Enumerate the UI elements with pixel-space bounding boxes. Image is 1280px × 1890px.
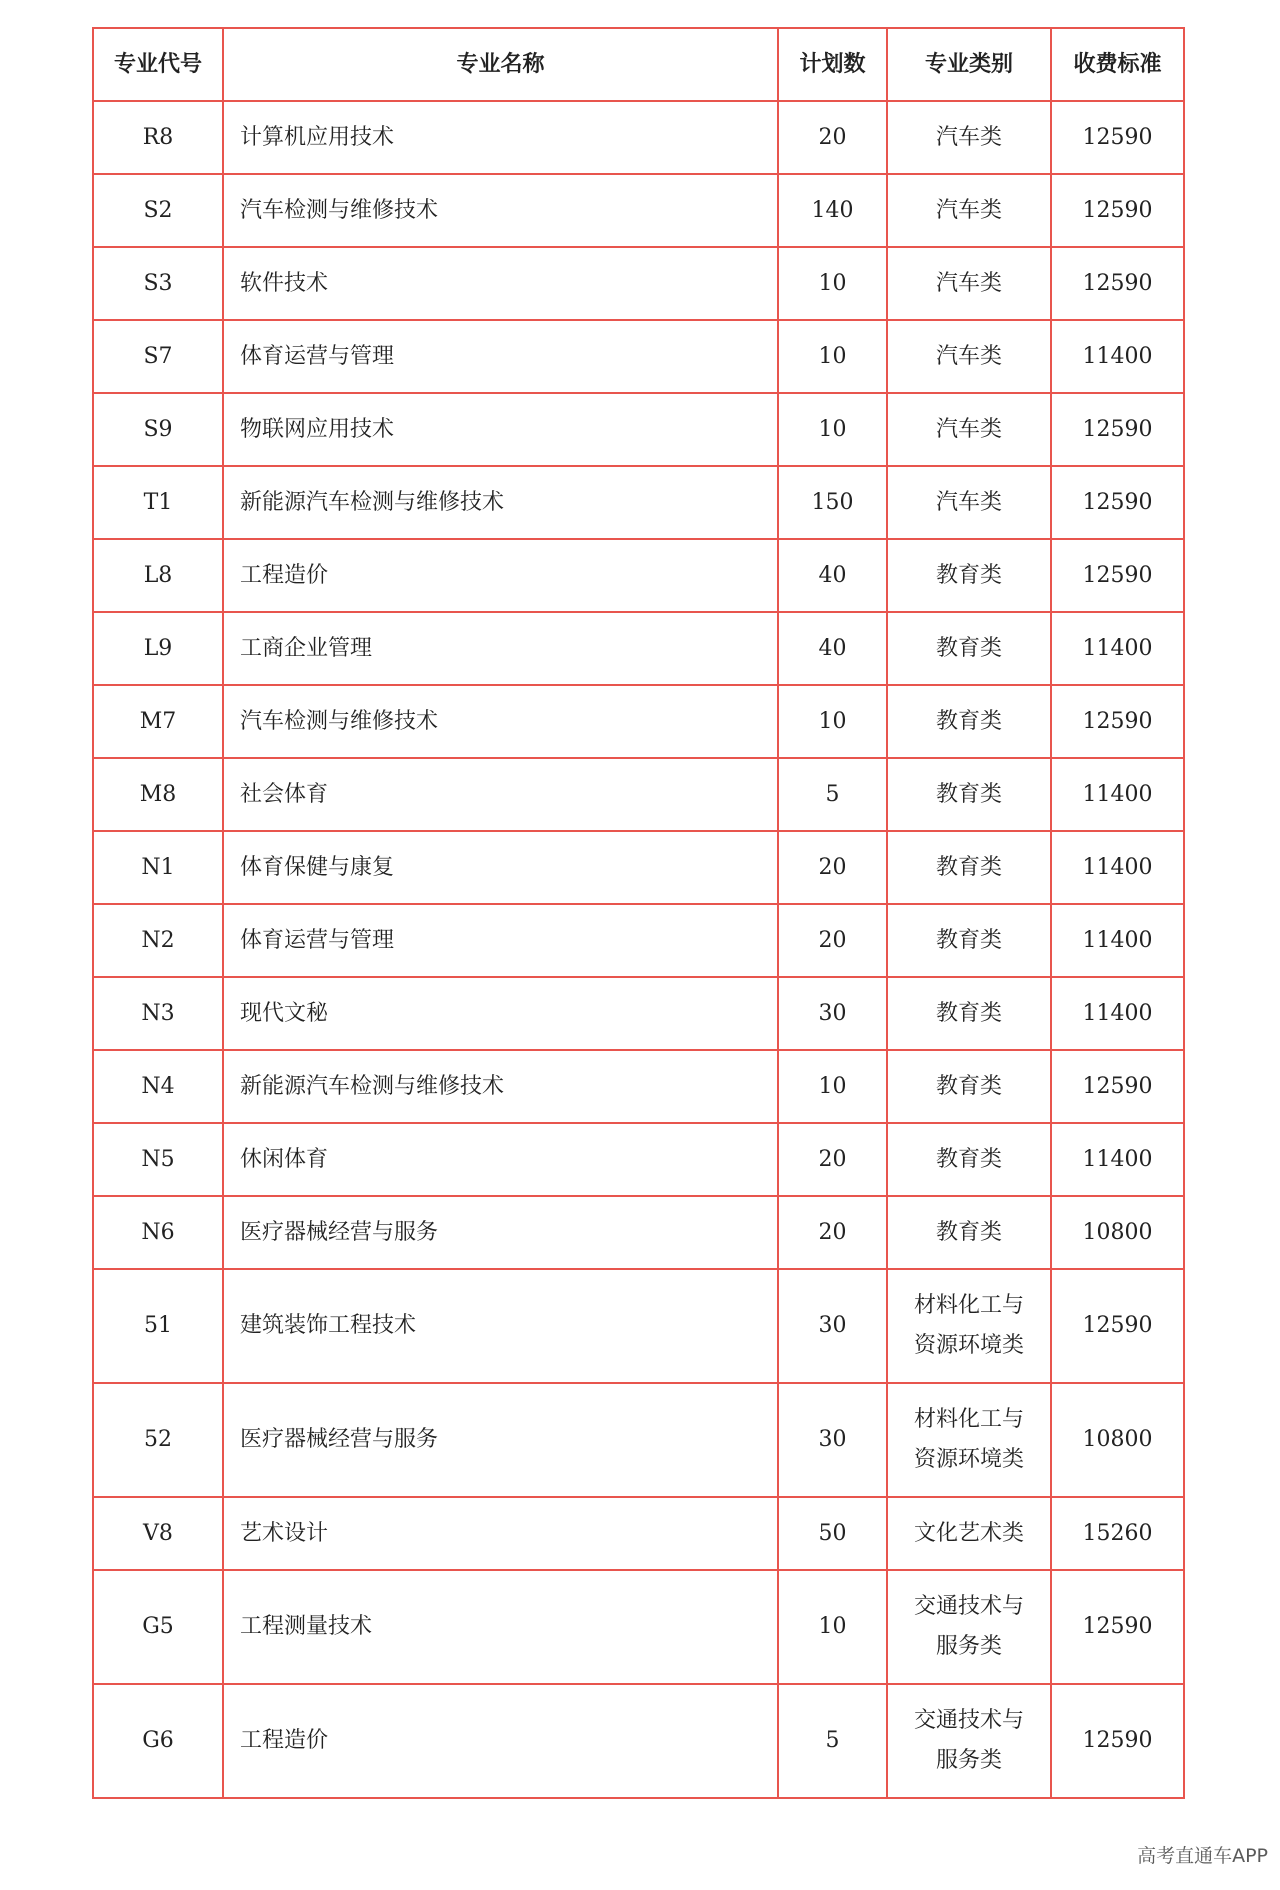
cell-code: G5	[93, 1570, 223, 1684]
cell-category: 教育类	[887, 758, 1051, 831]
cell-major-name: 现代文秘	[223, 977, 778, 1050]
cell-plan-count: 30	[778, 977, 887, 1050]
header-code: 专业代号	[93, 28, 223, 101]
cell-fee: 11400	[1051, 831, 1184, 904]
cell-code: N2	[93, 904, 223, 977]
cell-code: L9	[93, 612, 223, 685]
cell-plan-count: 10	[778, 393, 887, 466]
cell-category: 汽车类	[887, 466, 1051, 539]
table-row	[93, 1497, 1184, 1570]
cell-plan-count: 50	[778, 1497, 887, 1570]
cell-fee: 11400	[1051, 1123, 1184, 1196]
cell-category: 教育类	[887, 831, 1051, 904]
admission-plan-table	[92, 27, 1185, 1799]
cell-major-name: 体育运营与管理	[223, 904, 778, 977]
table-row	[93, 101, 1184, 174]
cell-major-name: 工程造价	[223, 539, 778, 612]
cell-category: 汽车类	[887, 320, 1051, 393]
header-name: 专业名称	[223, 28, 778, 101]
cell-major-name: 软件技术	[223, 247, 778, 320]
table-row	[93, 1684, 1184, 1798]
cell-code: S9	[93, 393, 223, 466]
cell-code: S3	[93, 247, 223, 320]
cell-major-name: 物联网应用技术	[223, 393, 778, 466]
cell-major-name: 艺术设计	[223, 1497, 778, 1570]
table-row	[93, 685, 1184, 758]
cell-fee: 10800	[1051, 1196, 1184, 1269]
cell-category: 教育类	[887, 1123, 1051, 1196]
cell-category: 交通技术与 服务类	[887, 1684, 1051, 1798]
cell-plan-count: 5	[778, 1684, 887, 1798]
cell-fee: 15260	[1051, 1497, 1184, 1570]
cell-code: S2	[93, 174, 223, 247]
cell-fee: 12590	[1051, 247, 1184, 320]
cell-fee: 12590	[1051, 393, 1184, 466]
table-row	[93, 320, 1184, 393]
cell-category: 汽车类	[887, 174, 1051, 247]
cell-code: N3	[93, 977, 223, 1050]
cell-major-name: 工商企业管理	[223, 612, 778, 685]
cell-major-name: 社会体育	[223, 758, 778, 831]
cell-plan-count: 20	[778, 904, 887, 977]
table-row	[93, 539, 1184, 612]
cell-fee: 12590	[1051, 101, 1184, 174]
header-plan: 计划数	[778, 28, 887, 101]
cell-plan-count: 150	[778, 466, 887, 539]
cell-code: G6	[93, 1684, 223, 1798]
cell-fee: 12590	[1051, 539, 1184, 612]
cell-category: 汽车类	[887, 393, 1051, 466]
cell-major-name: 体育运营与管理	[223, 320, 778, 393]
cell-plan-count: 20	[778, 1196, 887, 1269]
cell-fee: 12590	[1051, 466, 1184, 539]
cell-major-name: 工程造价	[223, 1684, 778, 1798]
cell-fee: 12590	[1051, 174, 1184, 247]
cell-code: N1	[93, 831, 223, 904]
cell-code: M7	[93, 685, 223, 758]
cell-fee: 11400	[1051, 758, 1184, 831]
cell-plan-count: 10	[778, 1570, 887, 1684]
cell-plan-count: 30	[778, 1269, 887, 1383]
cell-code: S7	[93, 320, 223, 393]
cell-major-name: 汽车检测与维修技术	[223, 174, 778, 247]
cell-category: 教育类	[887, 539, 1051, 612]
cell-fee: 12590	[1051, 1269, 1184, 1383]
cell-fee: 11400	[1051, 320, 1184, 393]
header-row	[93, 28, 1184, 101]
table-row	[93, 1570, 1184, 1684]
table-row	[93, 977, 1184, 1050]
table-row	[93, 1196, 1184, 1269]
cell-major-name: 体育保健与康复	[223, 831, 778, 904]
cell-category: 教育类	[887, 977, 1051, 1050]
cell-plan-count: 30	[778, 1383, 887, 1497]
cell-code: V8	[93, 1497, 223, 1570]
cell-code: 52	[93, 1383, 223, 1497]
cell-fee: 11400	[1051, 612, 1184, 685]
cell-plan-count: 20	[778, 1123, 887, 1196]
cell-fee: 10800	[1051, 1383, 1184, 1497]
cell-fee: 12590	[1051, 1050, 1184, 1123]
cell-plan-count: 40	[778, 539, 887, 612]
cell-fee: 12590	[1051, 685, 1184, 758]
table-row	[93, 612, 1184, 685]
cell-plan-count: 20	[778, 101, 887, 174]
cell-major-name: 汽车检测与维修技术	[223, 685, 778, 758]
table-row	[93, 174, 1184, 247]
header-category: 专业类别	[887, 28, 1051, 101]
cell-plan-count: 10	[778, 247, 887, 320]
table-row	[93, 1383, 1184, 1497]
cell-code: N6	[93, 1196, 223, 1269]
cell-category: 文化艺术类	[887, 1497, 1051, 1570]
cell-major-name: 新能源汽车检测与维修技术	[223, 1050, 778, 1123]
table-row	[93, 1123, 1184, 1196]
table-body	[93, 101, 1184, 1798]
table-row	[93, 393, 1184, 466]
cell-fee: 12590	[1051, 1684, 1184, 1798]
table-row	[93, 1269, 1184, 1383]
table-row	[93, 831, 1184, 904]
cell-major-name: 计算机应用技术	[223, 101, 778, 174]
header-fee: 收费标准	[1051, 28, 1184, 101]
cell-category: 教育类	[887, 612, 1051, 685]
watermark-logo-text: 高考直通车APP	[1137, 1845, 1268, 1867]
cell-code: M8	[93, 758, 223, 831]
cell-fee: 11400	[1051, 977, 1184, 1050]
cell-code: N4	[93, 1050, 223, 1123]
cell-code: T1	[93, 466, 223, 539]
cell-category: 教育类	[887, 685, 1051, 758]
cell-code: L8	[93, 539, 223, 612]
cell-plan-count: 20	[778, 831, 887, 904]
cell-fee: 12590	[1051, 1570, 1184, 1684]
cell-fee: 11400	[1051, 904, 1184, 977]
cell-category: 教育类	[887, 904, 1051, 977]
cell-category: 汽车类	[887, 247, 1051, 320]
cell-major-name: 医疗器械经营与服务	[223, 1383, 778, 1497]
cell-category: 教育类	[887, 1050, 1051, 1123]
cell-major-name: 新能源汽车检测与维修技术	[223, 466, 778, 539]
table-row	[93, 758, 1184, 831]
cell-code: N5	[93, 1123, 223, 1196]
cell-category: 交通技术与 服务类	[887, 1570, 1051, 1684]
cell-major-name: 工程测量技术	[223, 1570, 778, 1684]
table-row	[93, 466, 1184, 539]
cell-plan-count: 10	[778, 320, 887, 393]
cell-plan-count: 40	[778, 612, 887, 685]
cell-category: 材料化工与 资源环境类	[887, 1383, 1051, 1497]
cell-major-name: 医疗器械经营与服务	[223, 1196, 778, 1269]
cell-code: 51	[93, 1269, 223, 1383]
cell-plan-count: 5	[778, 758, 887, 831]
cell-plan-count: 10	[778, 685, 887, 758]
cell-major-name: 休闲体育	[223, 1123, 778, 1196]
table-row	[93, 247, 1184, 320]
cell-plan-count: 140	[778, 174, 887, 247]
cell-category: 教育类	[887, 1196, 1051, 1269]
cell-category: 汽车类	[887, 101, 1051, 174]
table-row	[93, 904, 1184, 977]
cell-plan-count: 10	[778, 1050, 887, 1123]
cell-category: 材料化工与 资源环境类	[887, 1269, 1051, 1383]
cell-code: R8	[93, 101, 223, 174]
table-row	[93, 1050, 1184, 1123]
cell-major-name: 建筑装饰工程技术	[223, 1269, 778, 1383]
